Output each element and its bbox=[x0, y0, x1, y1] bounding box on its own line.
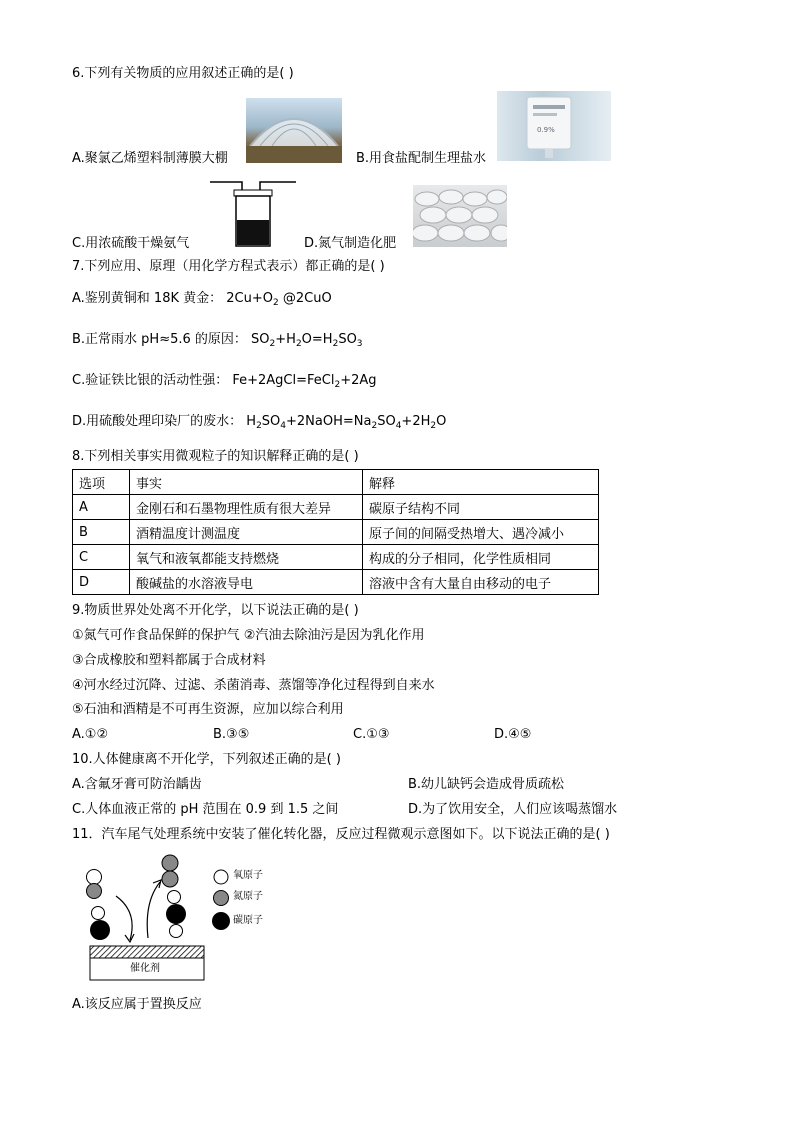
q7-option-b: B.正常雨水 pH≈5.6 的原因： $SO_2+H_2O=H_2SO_3$ bbox=[72, 332, 363, 349]
header-fact: 事实 bbox=[130, 470, 363, 495]
q11-stem: 11．汽车尾气处理系统中安装了催化转化器，反应过程微观示意图如下。以下说法正确的是( ) bbox=[72, 827, 610, 842]
q10-option-a: A.含氟牙膏可防治龋齿 bbox=[72, 777, 202, 792]
legend-oxygen-icon bbox=[214, 870, 228, 884]
q9-option-a: A.①② bbox=[72, 727, 109, 742]
nitrogen-atom bbox=[87, 884, 102, 899]
carbon-atom bbox=[90, 920, 110, 940]
q9-statement-5: ⑤石油和酒精是不可再生资源，应加以综合利用 bbox=[72, 702, 344, 717]
q8-table bbox=[72, 469, 599, 595]
catalytic-reaction-diagram bbox=[80, 852, 280, 987]
q9-option-c: C.①③ bbox=[353, 727, 390, 742]
q10-option-d: D.为了饮用安全，人们应该喝蒸馏水 bbox=[408, 802, 618, 817]
saline-label: 0.9% bbox=[537, 126, 555, 134]
legend-carbon-label: 碳原子 bbox=[233, 915, 263, 926]
q6-option-a: A.聚氯乙烯塑料制薄膜大棚 bbox=[72, 151, 228, 166]
table-row bbox=[73, 495, 599, 520]
q9-statement-3: ③合成橡胶和塑料都属于合成材料 bbox=[72, 653, 266, 668]
legend-oxygen-label: 氧原子 bbox=[233, 870, 263, 881]
table-cell: 氧气和液氧都能支持燃烧 bbox=[130, 545, 363, 570]
oxygen-atom bbox=[87, 870, 102, 885]
table-cell: 酸碱盐的水溶液导电 bbox=[130, 570, 363, 595]
table-cell: 原子间的间隔受热增大、遇冷减小 bbox=[363, 520, 599, 545]
oxygen-atom bbox=[170, 925, 183, 938]
catalyst-label: 催化剂 bbox=[130, 963, 160, 974]
legend-nitrogen-icon bbox=[214, 891, 229, 906]
oxygen-atom bbox=[92, 907, 105, 920]
table-cell: 溶液中含有大量自由移动的电子 bbox=[363, 570, 599, 595]
q10-option-c: C.人体血液正常的 pH 范围在 0.9 到 1.5 之间 bbox=[72, 802, 339, 817]
table-row bbox=[73, 520, 599, 545]
q9-option-d: D.④⑤ bbox=[494, 727, 532, 742]
header-explanation: 解释 bbox=[363, 470, 599, 495]
table-cell: B bbox=[73, 520, 130, 545]
legend-nitrogen-label: 氮原子 bbox=[233, 891, 263, 902]
q7-option-d: D.用硫酸处理印染厂的废水： $H_2SO_4+2NaOH=Na_2SO_4+2H_2O$ bbox=[72, 414, 447, 431]
table-cell: A bbox=[73, 495, 130, 520]
q10-stem: 10.人体健康离不开化学，下列叙述正确的是( ) bbox=[72, 752, 341, 767]
table-cell: 酒精温度计测温度 bbox=[130, 520, 363, 545]
q9-option-b: B.③⑤ bbox=[213, 727, 250, 742]
q6-stem: 6.下列有关物质的应用叙述正确的是( ) bbox=[72, 66, 294, 81]
table-cell: 碳原子结构不同 bbox=[363, 495, 599, 520]
q6-option-c: C.用浓硫酸干燥氨气 bbox=[72, 236, 190, 251]
fertilizer-bags-image bbox=[413, 185, 507, 247]
q7-option-a: A.鉴别黄铜和 18K 黄金： $2Cu+O_2$ @2CuO bbox=[72, 291, 332, 308]
q6-option-b: B.用食盐配制生理盐水 bbox=[356, 151, 487, 166]
q6-option-d: D.氮气制造化肥 bbox=[304, 236, 397, 251]
nitrogen-atom bbox=[162, 871, 178, 887]
table-row bbox=[73, 570, 599, 595]
table-cell: 构成的分子相同，化学性质相同 bbox=[363, 545, 599, 570]
greenhouse-image bbox=[246, 98, 342, 163]
legend-carbon-icon bbox=[212, 912, 230, 930]
table-cell: D bbox=[73, 570, 130, 595]
q8-stem: 8.下列相关事实用微观粒子的知识解释正确的是( ) bbox=[72, 449, 359, 464]
q7-option-c: C.验证铁比银的活动性强： Fe+2AgCl=FeCl$_2$+2Ag bbox=[72, 373, 377, 390]
catalyst-surface-hatch bbox=[90, 946, 204, 958]
q11-option-a: A.该反应属于置换反应 bbox=[72, 997, 202, 1012]
gas-washing-bottle-image bbox=[208, 176, 298, 248]
nitrogen-atom bbox=[162, 855, 178, 871]
saline-bag-image bbox=[497, 91, 611, 161]
table-row bbox=[73, 545, 599, 570]
header-option: 选项 bbox=[73, 470, 130, 495]
carbon-atom bbox=[166, 904, 186, 924]
q10-option-b: B.幼儿缺钙会造成骨质疏松 bbox=[408, 777, 565, 792]
table-header-row bbox=[73, 470, 599, 495]
q9-stem: 9.物质世界处处离不开化学，以下说法正确的是( ) bbox=[72, 603, 359, 618]
q9-statement-4: ④河水经过沉降、过滤、杀菌消毒、蒸馏等净化过程得到自来水 bbox=[72, 678, 435, 693]
q7-stem: 7.下列应用、原理（用化学方程式表示）都正确的是( ) bbox=[72, 259, 385, 274]
table-cell: 金刚石和石墨物理性质有很大差异 bbox=[130, 495, 363, 520]
oxygen-atom bbox=[168, 891, 181, 904]
table-cell: C bbox=[73, 545, 130, 570]
q9-statement-1-2: ①氮气可作食品保鲜的保护气 ②汽油去除油污是因为乳化作用 bbox=[72, 628, 425, 643]
